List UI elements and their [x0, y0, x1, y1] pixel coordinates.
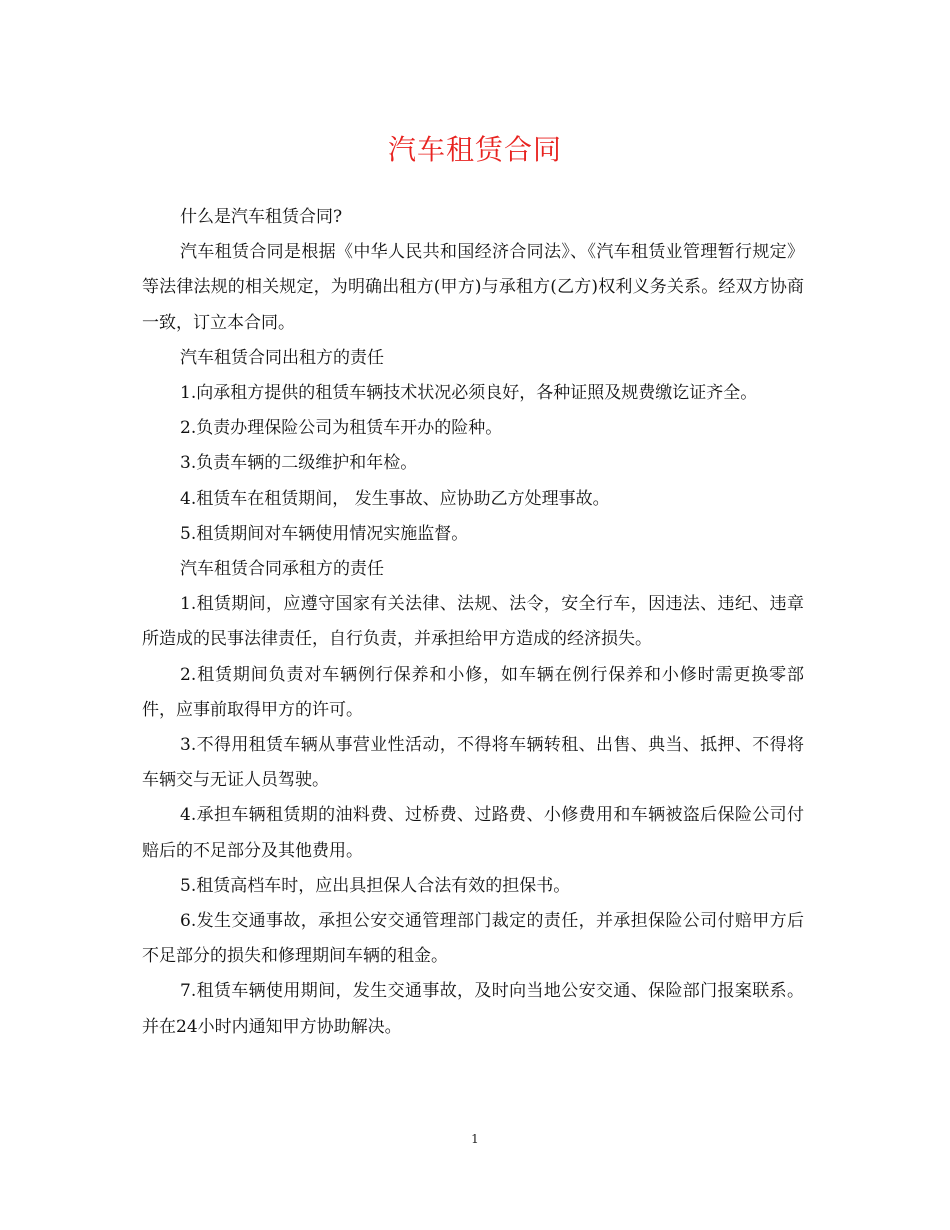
lessee-duty-item: 7.租赁车辆使用期间，发生交通事故，及时向当地公安交通、保险部门报案联系。并在24小时内通知甲方协助解决。 [142, 981, 804, 1037]
lessor-duty-item: 4.租赁车在租赁期间， 发生事故、应协助乙方处理事故。 [180, 488, 610, 509]
section-heading-lessee-duties: 汽车租赁合同承租方的责任 [180, 559, 384, 580]
lessee-duty-item: 5.租赁高档车时，应出具担保人合法有效的担保书。 [180, 875, 571, 896]
page-number: 1 [471, 1132, 479, 1146]
document-body [142, 200, 804, 1045]
lessor-duty-item: 5.租赁期间对车辆使用情况实施监督。 [180, 523, 469, 544]
lessor-duty-item: 1.向承租方提供的租赁车辆技术状况必须良好，各种证照及规费缴讫证齐全。 [180, 383, 758, 404]
lessee-duty-item: 3.不得用租赁车辆从事营业性活动，不得将车辆转租、出售、典当、抵押、不得将车辆交与无证人员驾驶。 [142, 735, 804, 791]
lessee-duty-item: 2.租赁期间负责对车辆例行保养和小修，如车辆在例行保养和小修时需更换零部件，应事前取得甲方的许可。 [142, 664, 804, 720]
lessor-duty-item: 2.负责办理保险公司为租赁车开办的险种。 [180, 418, 503, 439]
lessee-duty-item: 4.承担车辆租赁期的油料费、过桥费、过路费、小修费用和车辆被盗后保险公司付赔后的不足部分及其他费用。 [142, 805, 804, 861]
lessee-duty-item: 6.发生交通事故，承担公安交通管理部门裁定的责任，并承担保险公司付赔甲方后不足部分的损失和修理期间车辆的租金。 [142, 911, 804, 967]
document-title: 汽车租赁合同 [387, 133, 562, 166]
paragraph-intro-question: 什么是汽车租赁合同? [180, 207, 343, 227]
section-heading-lessor-duties: 汽车租赁合同出租方的责任 [180, 347, 384, 368]
lessor-duty-item: 3.负责车辆的二级维护和年检。 [180, 453, 418, 474]
lessee-duty-item: 1.租赁期间，应遵守国家有关法律、法规、法令，安全行车，因违法、违纪、违章所造成的民事法律责任，自行负责，并承担给甲方造成的经济损失。 [142, 594, 804, 650]
paragraph-intro-definition: 汽车租赁合同是根据《中华人民共和国经济合同法》、《汽车租赁业管理暂行规定》等法律法规的相关规定，为明确出租方(甲方)与承租方(乙方)权利义务关系。经双方协商一致，订立本合同。 [142, 242, 804, 333]
